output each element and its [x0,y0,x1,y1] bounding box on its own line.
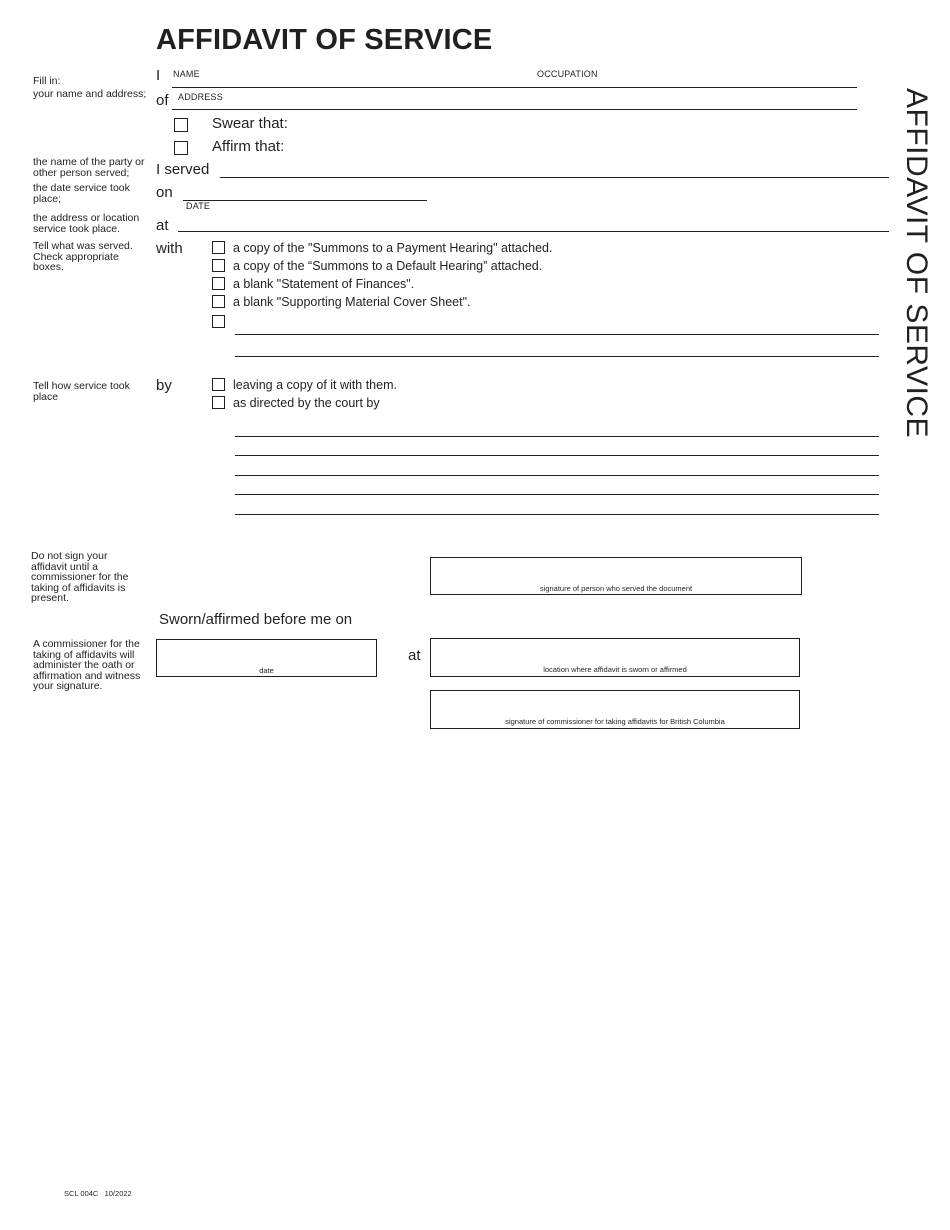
label-swear: Swear that: [212,115,288,132]
name-input[interactable] [174,72,524,86]
sworn-location-box[interactable] [430,638,800,677]
served-item-checkbox[interactable] [212,259,225,272]
note-name-address: your name and address; [33,88,147,100]
affirm-checkbox[interactable] [174,141,188,155]
name-line [172,87,857,88]
note-party-served: the name of the party or other person served; [33,156,145,179]
form-title: AFFIDAVIT OF SERVICE [156,24,493,56]
court-direction-input[interactable] [237,440,875,454]
served-item-other-input-2[interactable] [237,341,875,355]
service-location-line [178,231,889,232]
note-fill-in: Fill in: [33,75,61,87]
note-address-location: the address or location service took place. [33,212,140,235]
sworn-location-caption: location where affidavit is sworn or affirmed [543,665,687,674]
occupation-input[interactable] [536,72,854,86]
service-method-label: leaving a copy of it with them. [233,378,397,392]
note-date-service: the date service took place; [33,182,130,205]
note-tell-what: Tell what was served. Check appropriate boxes. [33,240,133,273]
label-date: DATE [186,201,211,211]
label-i-served: I served [156,161,210,178]
commissioner-signature-caption: signature of commissioner for taking affidavits for British Columbia [505,717,725,726]
served-item-checkbox[interactable] [212,241,225,254]
service-location-input[interactable] [180,216,882,230]
label-occupation: OCCUPATION [537,69,598,79]
served-item-other-checkbox[interactable] [212,315,225,328]
note-commissioner: A commissioner for the taking of affidavits will administer the oath or affirmation and witness your signature. [33,638,141,692]
commissioner-signature-box[interactable] [430,690,800,729]
served-item-label: a copy of the "Summons to a Payment Hearing" attached. [233,241,553,255]
label-sworn-before: Sworn/affirmed before me on [159,611,353,628]
court-direction-line [235,475,879,476]
court-direction-input[interactable] [237,498,875,512]
label-at: at [156,217,169,234]
served-item-other-input[interactable] [237,319,875,333]
label-address: ADDRESS [178,92,223,102]
service-date-input[interactable] [186,185,421,199]
court-direction-line [235,455,879,456]
form-code: SCL 004C [64,1189,99,1198]
label-affirm: Affirm that: [212,138,285,155]
court-direction-input[interactable] [237,478,875,492]
address-input[interactable] [178,95,853,109]
served-item-checkbox[interactable] [212,295,225,308]
side-title-text: AFFIDAVIT OF SERVICE [900,88,933,439]
service-date-line [183,200,427,201]
form-footer [64,1189,132,1198]
service-method-label: as directed by the court by [233,396,380,410]
address-line [172,109,857,110]
label-at-location: at [408,647,421,664]
served-item-label: a blank "Statement of Finances". [233,277,415,291]
label-of: of [156,92,169,109]
service-method-checkbox[interactable] [212,378,225,391]
served-item-checkbox[interactable] [212,277,225,290]
server-signature-box[interactable] [430,557,802,595]
label-with: with [156,240,183,257]
form-date: 10/2022 [104,1189,132,1198]
court-direction-input[interactable] [237,459,875,473]
served-other-line [235,334,879,335]
served-item-label: a copy of the “Summons to a Default Hearing” attached. [233,259,543,273]
party-served-line [220,177,889,178]
label-on: on [156,184,173,201]
court-direction-line [235,436,879,437]
swear-checkbox[interactable] [174,118,188,132]
sworn-date-box[interactable] [156,639,377,677]
note-tell-how: Tell how service took place [33,380,130,403]
party-served-input[interactable] [222,162,882,176]
label-name: NAME [173,69,200,79]
sworn-date-caption: date [259,666,274,675]
label-by: by [156,377,172,394]
served-other-line-2 [235,356,879,357]
served-item-label: a blank "Supporting Material Cover Sheet". [233,295,471,309]
label-i: I [156,67,161,84]
service-method-checkbox[interactable] [212,396,225,409]
side-title [873,88,943,439]
server-signature-caption: signature of person who served the document [539,584,693,593]
court-direction-input[interactable] [237,420,875,434]
court-direction-line [235,514,879,515]
note-do-not-sign: Do not sign your affidavit until a commissioner for the taking of affidavits is present. [31,550,129,604]
court-direction-line [235,494,879,495]
